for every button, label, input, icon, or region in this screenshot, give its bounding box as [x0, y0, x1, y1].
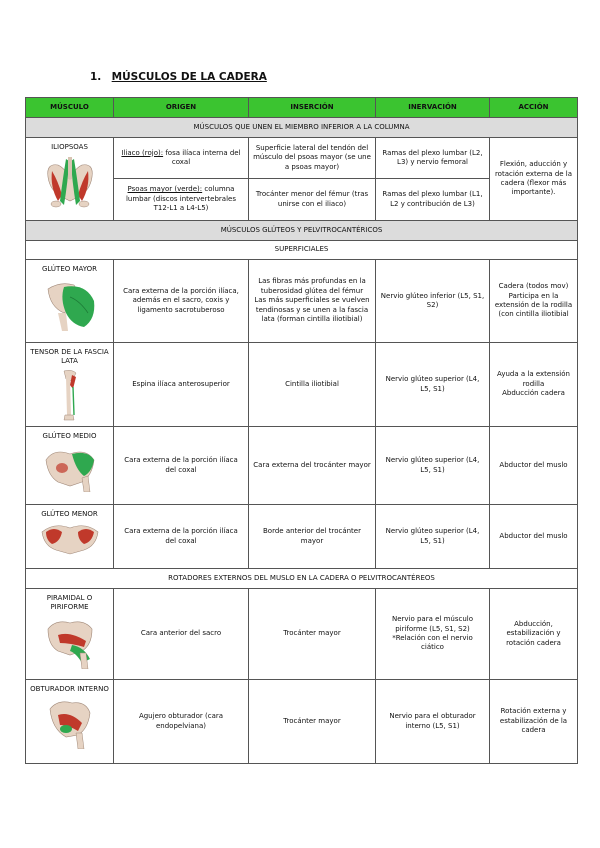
- iliaco-origin: fosa ilíaca interna del coxal: [163, 148, 241, 166]
- nerve-cell: Ramas del plexo lumbar (L1, L2 y contribución de L3): [376, 179, 490, 221]
- nerve-cell: Nervio para el obturador interno (L5, S1): [376, 680, 490, 764]
- muscle-cell: [26, 680, 114, 764]
- section-title: ROTADORES EXTERNOS DEL MUSLO EN LA CADERA O PELVITROCANTÉREOS: [26, 569, 578, 589]
- origin-cell: Cara externa de la porción ilíaca del coxal: [114, 427, 249, 505]
- origin-cell: [114, 138, 249, 179]
- muscle-cell: [26, 343, 114, 427]
- muscle-name: GLÚTEO MENOR: [41, 510, 98, 518]
- hip-muscles-table: [25, 97, 578, 764]
- muscle-cell: [26, 505, 114, 569]
- heading-number: 1.: [90, 71, 102, 83]
- nerve-cell: Nervio glúteo inferior (L5, S1, S2): [376, 260, 490, 343]
- muscle-cell: [26, 589, 114, 680]
- table-row: [26, 505, 578, 569]
- iliaco-label: Iliaco (rojo):: [121, 148, 164, 157]
- muscle-name: ILIOPSOAS: [51, 143, 88, 151]
- section-heading: [90, 71, 267, 83]
- origin-cell: [114, 179, 249, 221]
- nerve-cell: Ramas del plexo lumbar (L2, L3) y nervio femoral: [376, 138, 490, 179]
- insertion-cell: Trocánter menor del fémur (tras unirse con el iliaco): [249, 179, 376, 221]
- table-row: [26, 589, 578, 680]
- action-cell: Flexión, aducción y rotación externa de la cadera (flexor más importante).: [490, 138, 578, 221]
- piriformis-illustration: [42, 617, 98, 669]
- insertion-cell: Las fibras más profundas en la tuberosidad glútea del fémur Las más superficiales se vuelven tendinosas y se unen a la fascia lata (forman cintilla iliotibial): [249, 260, 376, 343]
- nerve-cell: Nervio glúteo superior (L4, L5, S1): [376, 505, 490, 569]
- origin-cell: Cara externa de la porción ilíaca del coxal: [114, 505, 249, 569]
- col-header-origen: ORIGEN: [114, 98, 249, 118]
- obturator-internus-illustration: [46, 699, 94, 749]
- section-row: [26, 118, 578, 138]
- iliopsoas-illustration: [42, 157, 98, 209]
- action-cell: Abducción, estabilización y rotación cadera: [490, 589, 578, 680]
- insertion-cell: Trocánter mayor: [249, 680, 376, 764]
- origin-cell: Cara anterior del sacro: [114, 589, 249, 680]
- section-row: [26, 221, 578, 241]
- subsection-title: SUPERFICIALES: [26, 241, 578, 260]
- insertion-cell: Borde anterior del trocánter mayor: [249, 505, 376, 569]
- action-cell: Abductor del muslo: [490, 427, 578, 505]
- table-row: [26, 343, 578, 427]
- insertion-cell: Cara externa del trocánter mayor: [249, 427, 376, 505]
- table-row: [26, 138, 578, 179]
- muscle-name: PIRAMIDAL O PIRIFORME: [46, 594, 93, 611]
- insertion-cell: Cintilla iliotibial: [249, 343, 376, 427]
- psoas-label: Psoas mayor (verde):: [127, 185, 203, 194]
- psoas-origin: columna lumbar (discos intervertebrales T12-L1 a L4-L5): [125, 185, 236, 213]
- action-cell: Abductor del muslo: [490, 505, 578, 569]
- insertion-cell: Trocánter mayor: [249, 589, 376, 680]
- gluteus-minimus-illustration: [40, 522, 100, 556]
- table-row: [26, 260, 578, 343]
- action-cell: Cadera (todos mov) Participa en la extensión de la rodilla (con cintilla iliotibial: [490, 260, 578, 343]
- section-title: MÚSCULOS GLÚTEOS Y PELVITROCANTÉRICOS: [26, 221, 578, 241]
- col-header-accion: ACCIÓN: [490, 98, 578, 118]
- col-header-insercion: INSERCIÓN: [249, 98, 376, 118]
- header-row: [26, 98, 578, 118]
- gluteus-medius-illustration: [42, 446, 98, 492]
- nerve-cell: Nervio glúteo superior (L4, L5, S1): [376, 343, 490, 427]
- muscle-cell: [26, 260, 114, 343]
- muscle-name: TENSOR DE LA FASCIA LATA: [30, 348, 109, 365]
- origin-cell: Espina ilíaca anterosuperior: [114, 343, 249, 427]
- col-header-musculo: MÚSCULO: [26, 98, 114, 118]
- section-title: MÚSCULOS QUE UNEN EL MIEMBRO INFERIOR A LA COLUMNA: [26, 118, 578, 138]
- table-row: [26, 680, 578, 764]
- origin-cell: Agujero obturador (cara endopelviana): [114, 680, 249, 764]
- muscle-name: GLÚTEO MEDIO: [42, 432, 97, 440]
- col-header-inervacion: INERVACIÓN: [376, 98, 490, 118]
- section-row: [26, 569, 578, 589]
- muscle-name: GLÚTEO MAYOR: [41, 265, 98, 273]
- muscle-cell: [26, 427, 114, 505]
- tensor-fascia-lata-illustration: [58, 369, 82, 421]
- action-cell: Ayuda a la extensión rodilla Abducción cadera: [490, 343, 578, 427]
- subsection-row: [26, 241, 578, 260]
- nerve-cell: Nervio para el músculo piriforme (L5, S1, S2) *Relación con el nervio ciático: [376, 589, 490, 680]
- muscle-name: OBTURADOR INTERNO: [30, 685, 109, 693]
- table-row: [26, 427, 578, 505]
- nerve-cell: Nervio glúteo superior (L4, L5, S1): [376, 427, 490, 505]
- heading-text: MÚSCULOS DE LA CADERA: [111, 71, 267, 83]
- origin-cell: Cara externa de la porción ilíaca, además en el sacro, coxis y ligamento sacrotuberoso: [114, 260, 249, 343]
- muscle-cell: [26, 138, 114, 221]
- insertion-cell: Superficie lateral del tendón del músculo del psoas mayor (se une a psoas mayor): [249, 138, 376, 179]
- gluteus-maximus-illustration: [40, 279, 100, 331]
- action-cell: Rotación externa y estabilización de la cadera: [490, 680, 578, 764]
